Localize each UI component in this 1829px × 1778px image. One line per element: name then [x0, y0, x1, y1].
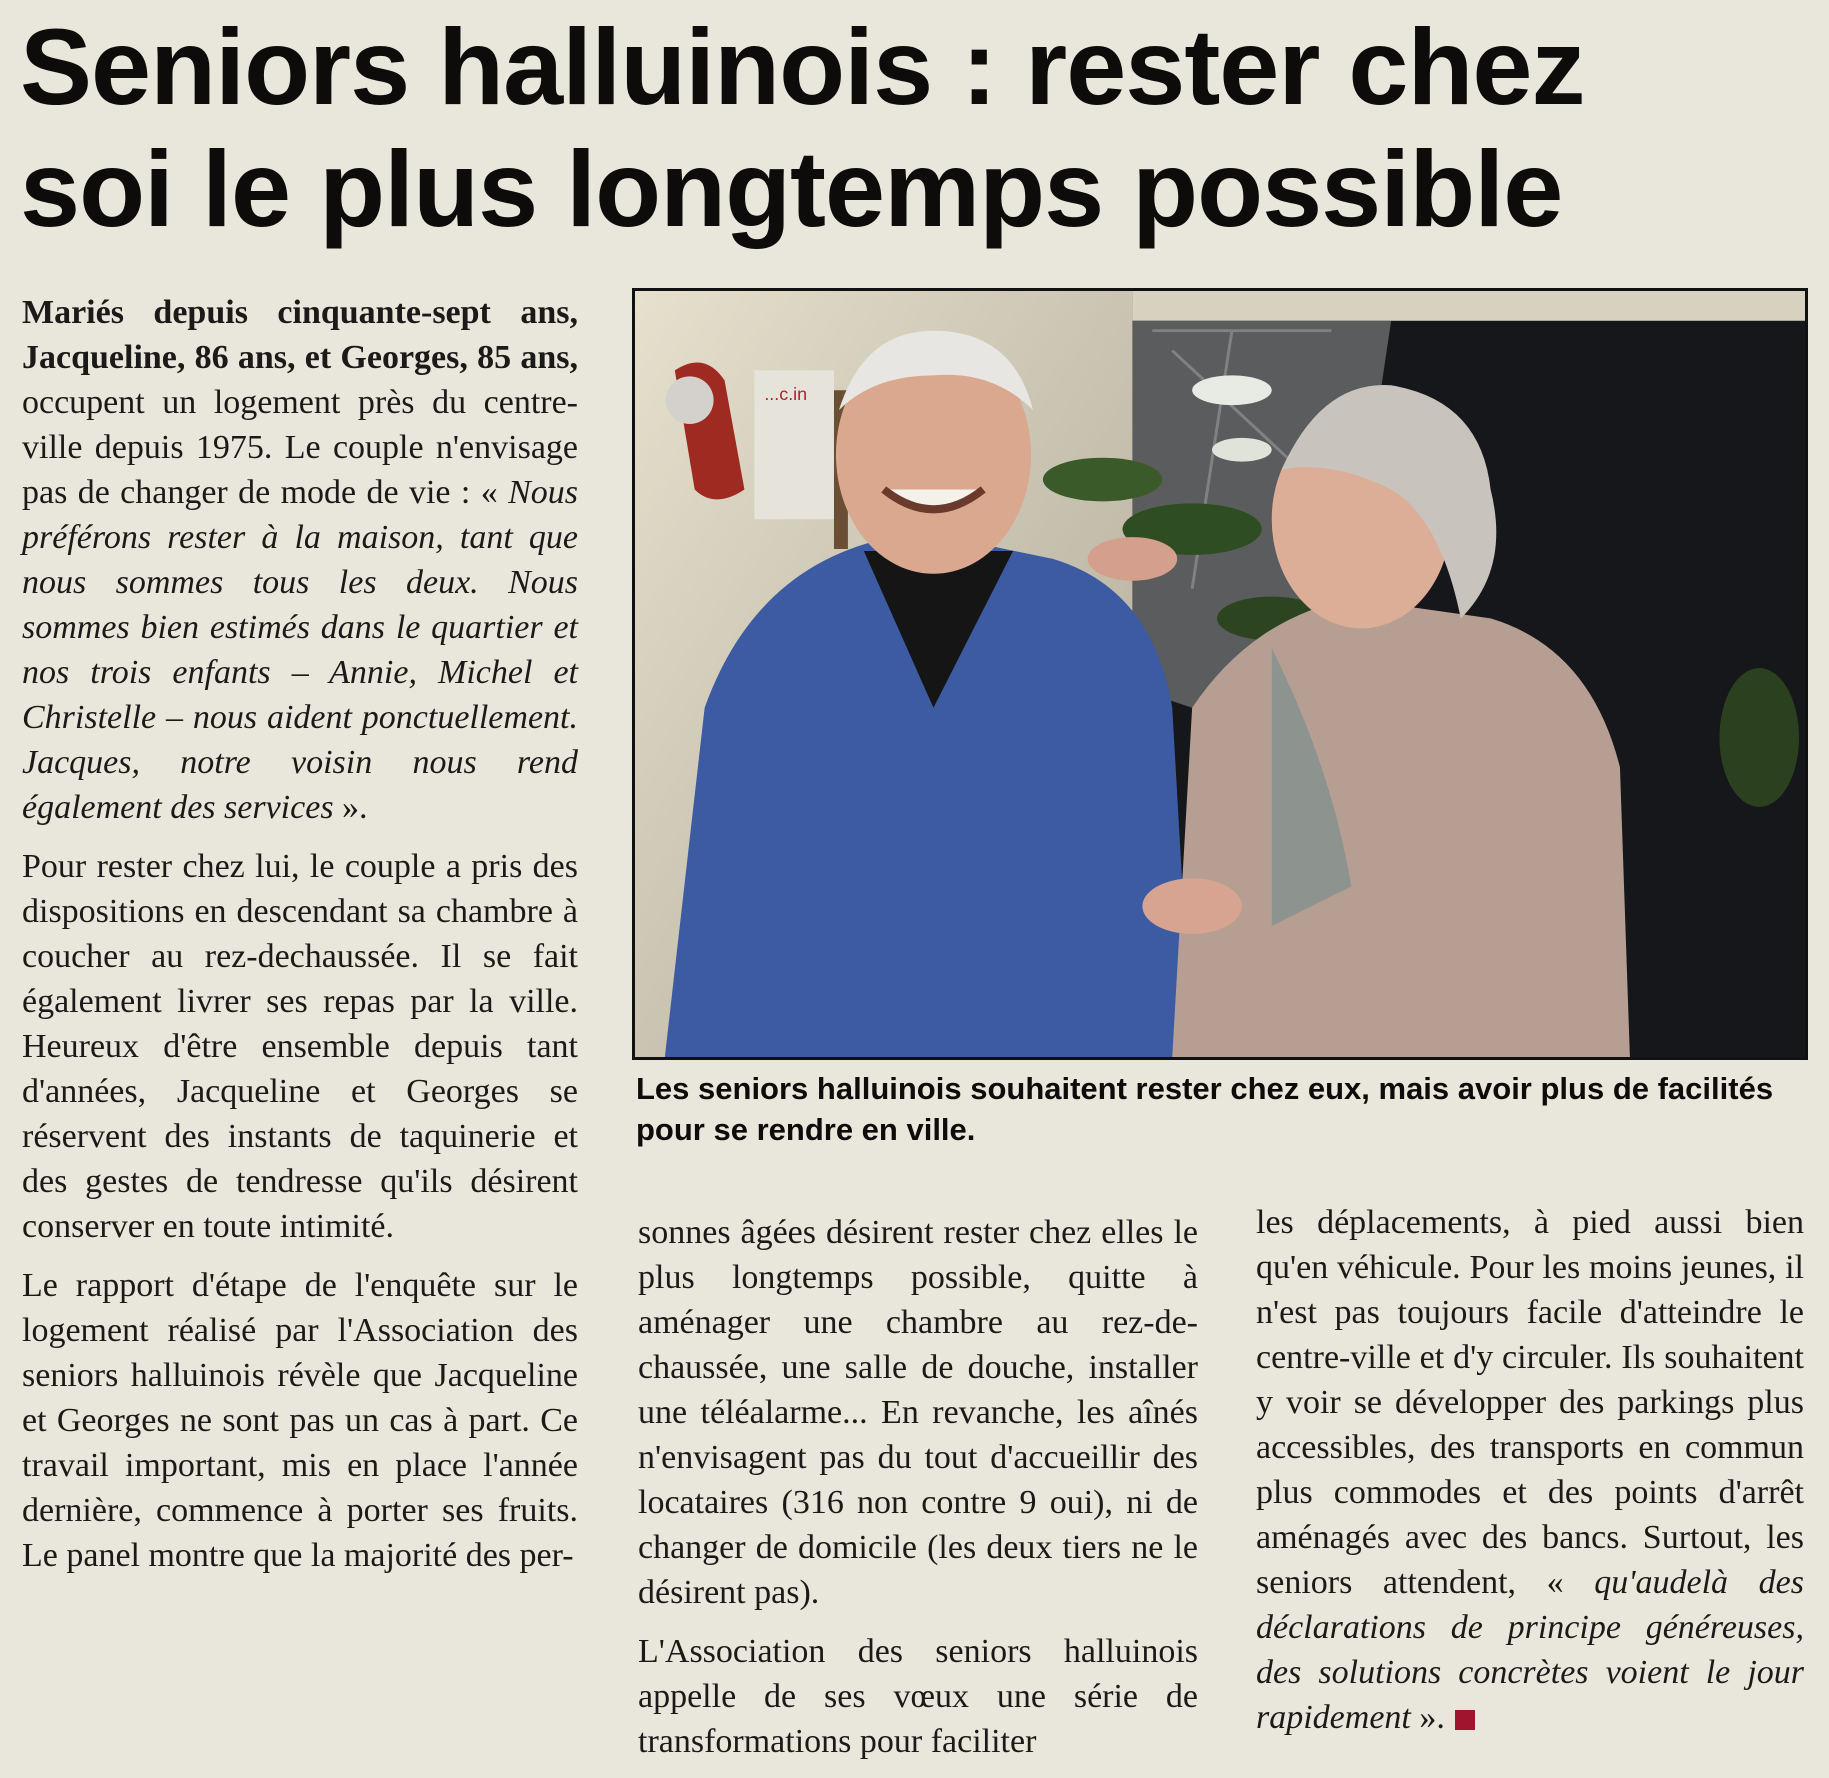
intro-quote-end: ». [333, 789, 368, 826]
article-photo [632, 288, 1808, 1060]
intro-quote: Nous préférons rester à la maison, tant que nous sommes tous les deux. Nous sommes bien estimés dans le quartier et nos trois enfants – Annie, Michel et Christelle – nous aident ponctuellement. Jacques, notre voisin nous rend également des services [22, 474, 578, 826]
body-paragraph: sonnes âgées désirent rester chez elles le plus longtemps possible, quitte à aménager une chambre au rez-de-chaussée, une salle de douche, installer une téléalarme... En revanche, les aînés n'envisagent pas du tout d'accueillir des locataires (316 non contre 9 oui), ni de changer de domicile (les deux tiers ne le désirent pas). [638, 1214, 1198, 1611]
closing-quote-end: ». [1410, 1699, 1445, 1736]
body-paragraph: L'Association des seniors halluinois appelle de ses vœux une série de transformations pour faciliter [638, 1633, 1198, 1760]
photo-sign-text: ...c.in [764, 384, 808, 405]
column-3 [1256, 1200, 1804, 1754]
couple-photo-illustration [635, 291, 1805, 1057]
closing-paragraph [1256, 1200, 1804, 1740]
body-paragraph: Le rapport d'étape de l'enquête sur le logement réalisé par l'Association des seniors halluinois révèle que Jacqueline et Georges ne sont pas un cas à part. Ce travail important, mis en place l'année dernière, commence à porter ses fruits. Le panel montre que la majorité des per- [22, 1267, 578, 1574]
closing-text: les déplacements, à pied aussi bien qu'en véhicule. Pour les moins jeunes, il n'est pas toujours facile d'atteindre le centre-ville et d'y circuler. Ils souhaitent y voir se développer des parkings plus accessibles, des transports en commun plus commodes et des points d'arrêt aménagés avec des bancs. Surtout, les seniors attendent, « [1256, 1204, 1804, 1601]
headline: Seniors halluinois : rester chez soi le plus longtemps possible [20, 6, 1585, 249]
end-of-article-mark [1455, 1710, 1475, 1730]
intro-text: occupent un logement près du centre-ville depuis 1975. Le couple n'envisage pas de changer de mode de vie : « [22, 384, 578, 511]
intro-paragraph [22, 290, 578, 830]
body-paragraph: Pour rester chez lui, le couple a pris des dispositions en descendant sa chambre à coucher au rez-dechaussée. Il se fait également livrer ses repas par la ville. Heureux d'être ensemble depuis tant d'années, Jacqueline et Georges se réservent des instants de taquinerie et des gestes de tendresse qu'ils désirent conserver en toute intimité. [22, 848, 578, 1245]
lead-text: Mariés depuis cinquante-sept ans, Jacqueline, 86 ans, et Georges, 85 ans, [22, 294, 578, 376]
column-1 [22, 290, 578, 1592]
photo-caption: Les seniors halluinois souhaitent rester chez eux, mais avoir plus de facilités pour se rendre en ville. [636, 1071, 1774, 1147]
column-2 [638, 1210, 1198, 1778]
closing-quote: qu'audelà des déclarations de principe généreuses, des solutions concrètes voient le jour rapidement [1256, 1564, 1804, 1736]
